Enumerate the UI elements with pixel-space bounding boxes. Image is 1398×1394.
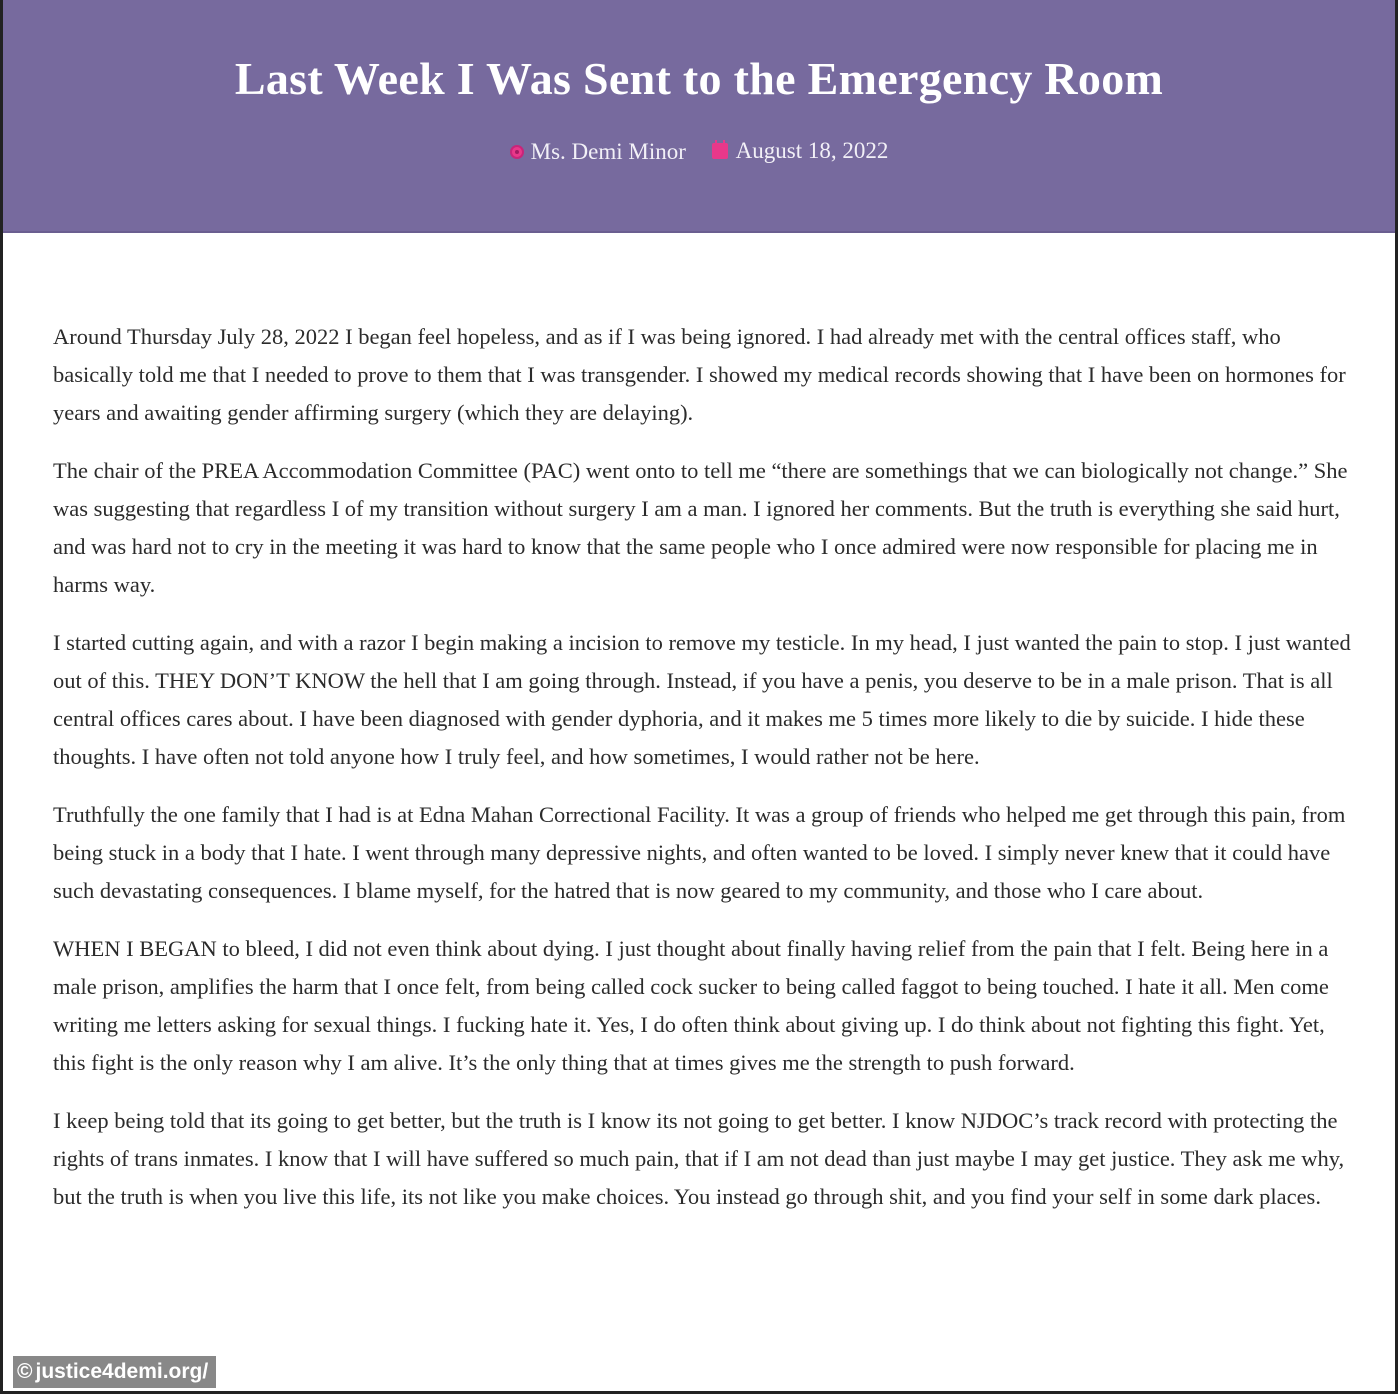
watermark-text: justice4demi.org/ [35, 1360, 209, 1383]
article-paragraph: Around Thursday July 28, 2022 I began feel hopeless, and as if I was being ignored. I had already met with the central offices staff, who basically told me that I needed to prove to them that I was transgender. I showed my medical records showing that I have been on hormones for years and awaiting gender affirming surgery (which they are delaying). [53, 324, 1346, 425]
author-icon [510, 145, 524, 159]
post-meta [0, 138, 1398, 165]
author-name[interactable]: Ms. Demi Minor [530, 139, 686, 164]
calendar-icon [712, 143, 728, 159]
date-meta[interactable] [712, 138, 889, 164]
post-date[interactable]: August 18, 2022 [735, 138, 889, 163]
article-paragraph: WHEN I BEGAN to bleed, I did not even think about dying. I just thought about finally having relief from the pain that I felt. Being here in a male prison, amplifies the harm that I once felt, from being called cock sucker to being called faggot to being touched. I hate it all. Men come writing me letters asking for sexual things. I fucking hate it. Yes, I do often think about giving up. I do think about not fighting this fight. Yet, this fight is the only reason why I am alive. It’s the only thing that at times gives me the strength to push forward. [53, 936, 1329, 1075]
article-paragraph: I keep being told that its going to get better, but the truth is I know its not going to get better. I know NJDOC’s track record with protecting the rights of trans inmates. I know that I will have suffered so much pain, that if I am not dead than just maybe I may get justice. They ask me why, but the truth is when you live this life, its not like you make choices. You instead go through shit, and you find your self in some dark places. [53, 1108, 1345, 1209]
post-header [0, 0, 1398, 233]
source-watermark [13, 1356, 216, 1388]
article-body [53, 318, 1353, 1236]
author-meta[interactable] [510, 139, 686, 165]
article-paragraph: I started cutting again, and with a razor I begin making a incision to remove my testicle. In my head, I just wanted the pain to stop. I just wanted out of this. THEY DON’T KNOW the hell that I am going through. Instead, if you have a penis, you deserve to be in a male prison. That is all central offices cares about. I have been diagnosed with gender dyphoria, and it makes me 5 times more likely to die by suicide. I hide these thoughts. I have often not told anyone how I truly feel, and how sometimes, I would rather not be here. [53, 630, 1351, 769]
article-paragraph: Truthfully the one family that I had is at Edna Mahan Correctional Facility. It was a group of friends who helped me get through this pain, from being stuck in a body that I hate. I went through many depressive nights, and often wanted to be loved. I simply never knew that it could have such devastating consequences. I blame myself, for the hatred that is now geared to my community, and those who I care about. [53, 802, 1346, 903]
post-title: Last Week I Was Sent to the Emergency Room [234, 53, 1164, 104]
copyright-icon: © [17, 1360, 33, 1383]
article-paragraph: The chair of the PREA Accommodation Committee (PAC) went onto to tell me “there are somethings that we can biologically not change.” She was suggesting that regardless I of my transition without surgery I am a man. I ignored her comments. But the truth is everything she said hurt, and was hard not to cry in the meeting it was hard to know that the same people who I once admired were now responsible for placing me in harms way. [53, 458, 1348, 597]
